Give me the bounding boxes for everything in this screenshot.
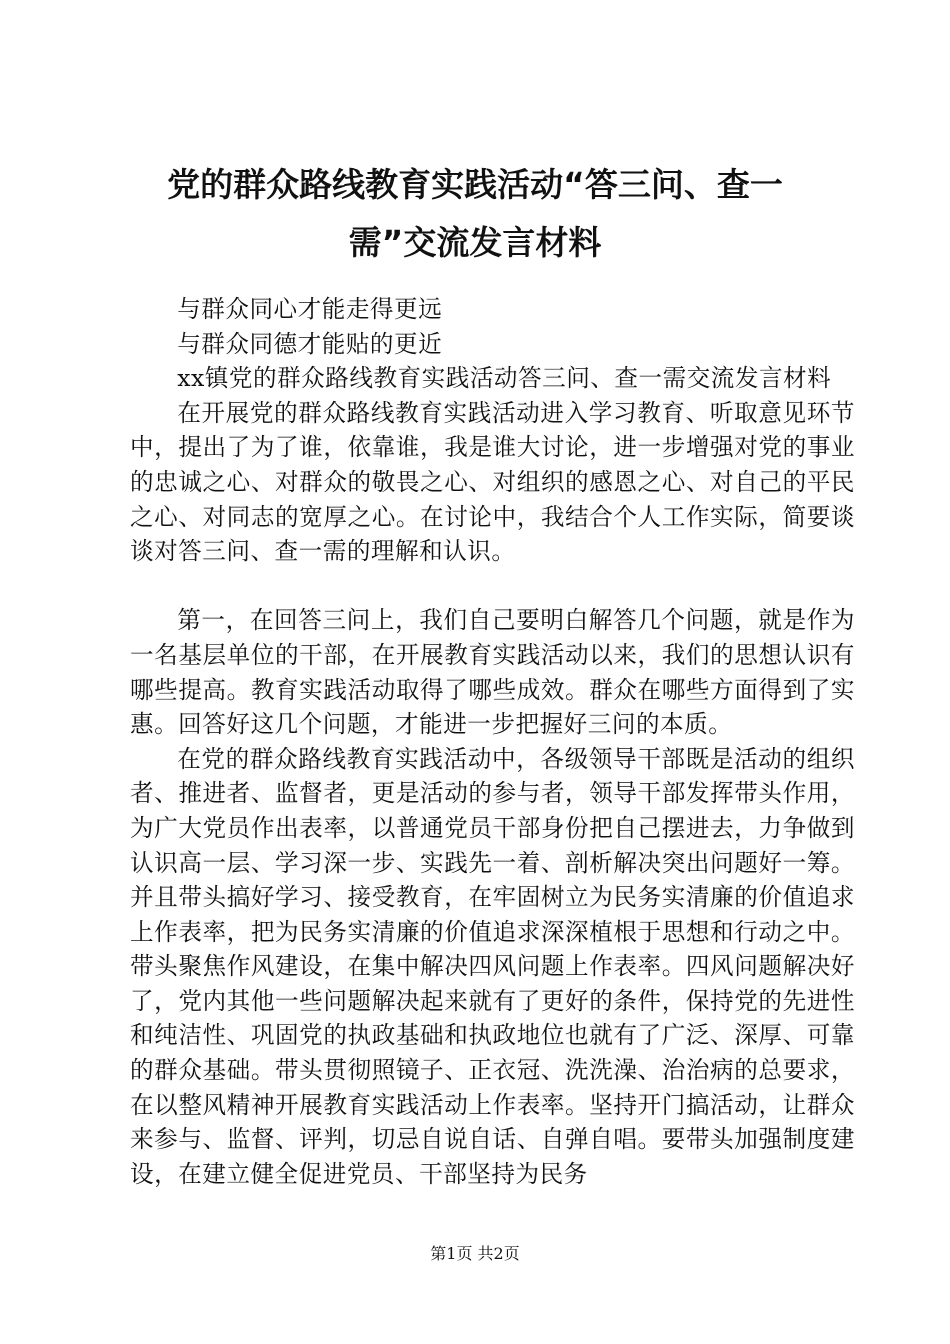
slogan-line-1: 与群众同心才能走得更远 <box>177 295 443 323</box>
slogan-line-2: 与群众同德才能贴的更近 <box>177 329 443 358</box>
document-subtitle: xx镇党的群众路线教育实践活动答三问、查一需交流发言材料 <box>177 364 832 393</box>
document-title-line-1: 党的群众路线教育实践活动“答三问、查一 <box>167 165 783 204</box>
body-paragraph-intro: 在开展党的群众路线教育实践活动进入学习教育、听取意见环节中，提出了为了谁，依靠谁，我是谁大讨论，进一步增强对党的事业的忠诚之心、对群众的敬畏之心、对组织的感恩之心、对自己的平民之心、对同志的宽厚之心。在讨论中，我结合个人工作实际，简要谈谈对答三问、查一需的理解和认识。 <box>130 398 855 566</box>
document-body <box>130 292 855 1191</box>
body-paragraph-first: 第一，在回答三问上，我们自己要明白解答几个问题，就是作为一名基层单位的干部，在开展教育实践活动以来，我们的思想认识有哪些提高。教育实践活动取得了哪些成效。群众在哪些方面得到了实惠。回答好这几个问题，才能进一步把握好三问的本质。 <box>130 606 855 739</box>
page-number-footer: 第1页 共2页 <box>430 1244 520 1263</box>
document-title-line-2: 需”交流发言材料 <box>348 223 602 262</box>
body-paragraph-leadership: 在党的群众路线教育实践活动中，各级领导干部既是活动的组织者、推进者、监督者，更是活动的参与者，领导干部发挥带头作用，为广大党员作出表率，以普通党员干部身份把自己摆进去，力争做到认识高一层、学习深一步、实践先一着、剖析解决突出问题好一筹。并且带头搞好学习、接受教育，在牢固树立为民务实清廉的价值追求上作表率，把为民务实清廉的价值追求深深植根于思想和行动之中。带头聚焦作风建设，在集中解决四风问题上作表率。四风问题解决好了，党内其他一些问题解决起来就有了更好的条件，保持党的先进性和纯洁性、巩固党的执政基础和执政地位也就有了广泛、深厚、可靠的群众基础。带头贯彻照镜子、正衣冠、洗洗澡、治治病的总要求，在以整风精神开展教育实践活动上作表率。坚持开门搞活动，让群众来参与、监督、评判，切忌自说自话、自弹自唱。要带头加强制度建设，在建立健全促进党员、干部坚持为民务 <box>130 744 855 1188</box>
